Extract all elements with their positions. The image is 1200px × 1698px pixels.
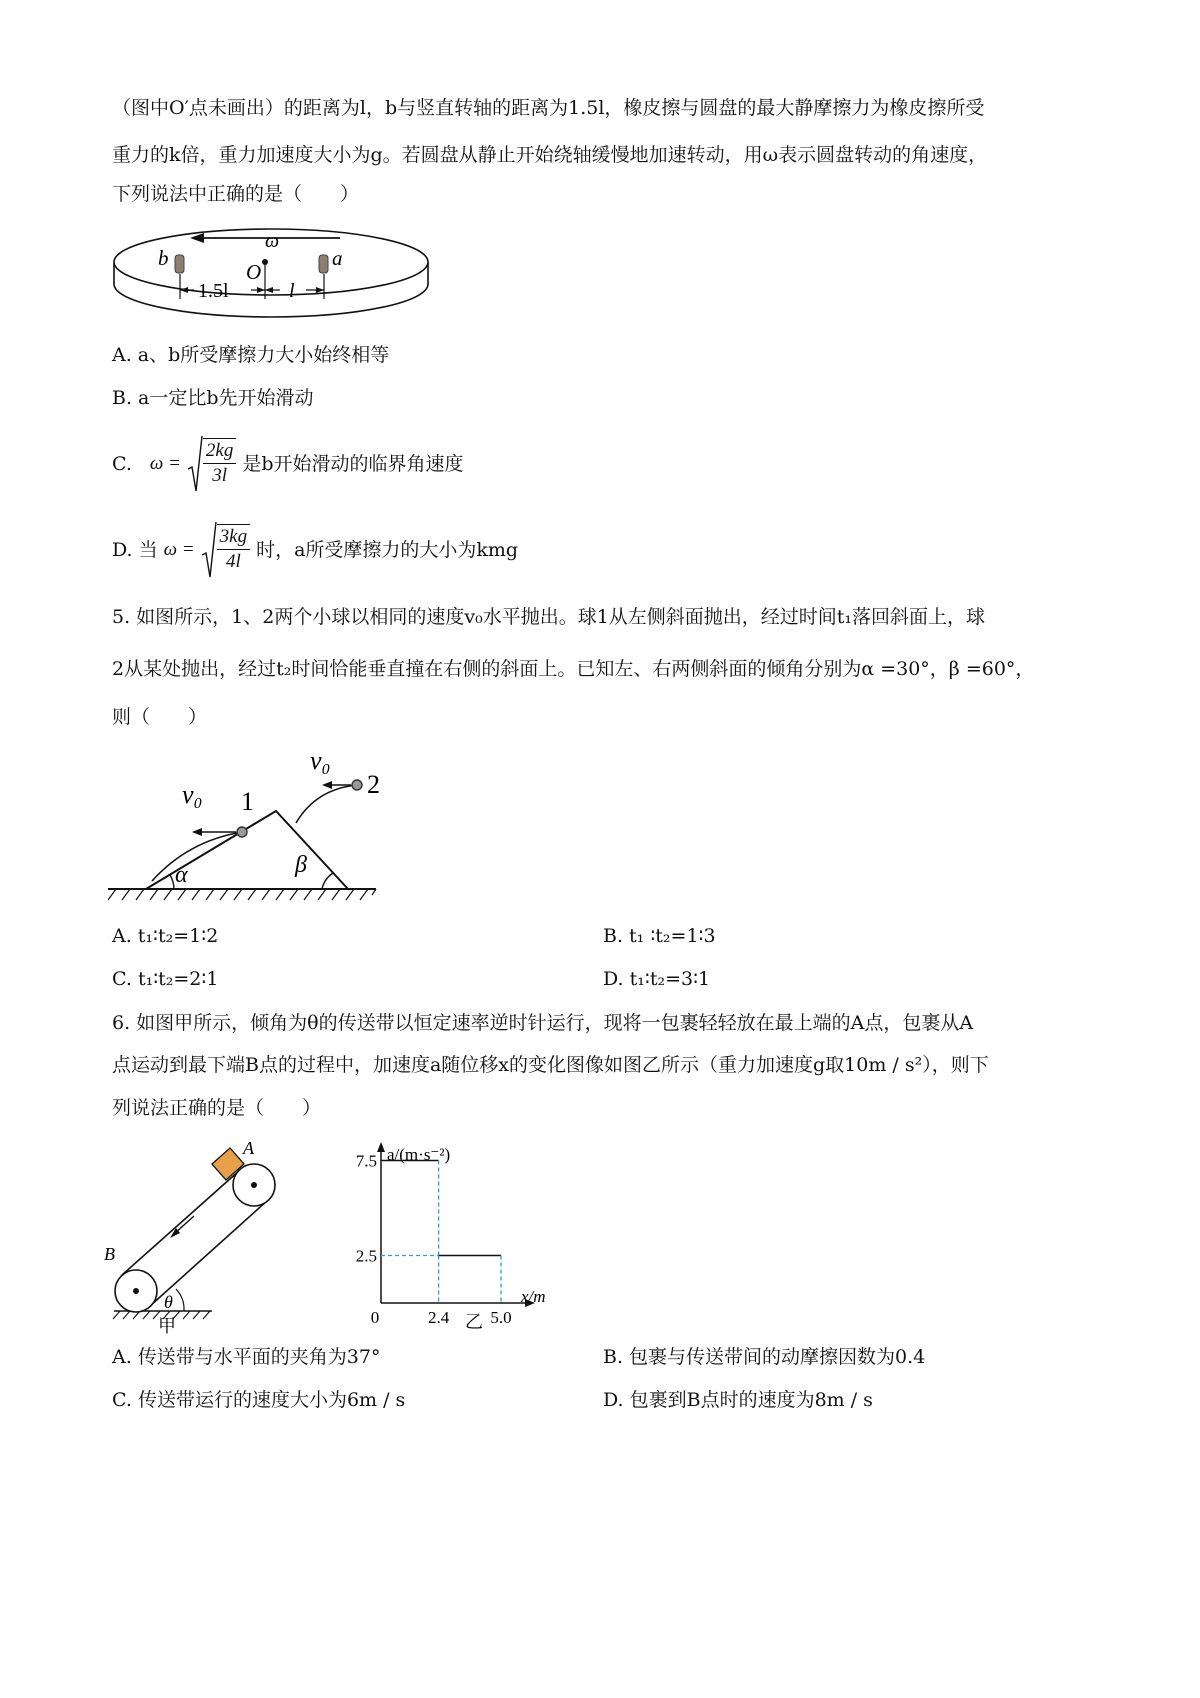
q4-option-d-lhs: ω = <box>163 539 195 560</box>
beta-label: β <box>295 852 307 878</box>
theta-arc <box>176 1289 184 1311</box>
q6-option-b: B. 包裹与传送带间的动摩擦因数为0.4 <box>603 1346 926 1368</box>
distance-label-a: l <box>289 280 295 302</box>
q5-text-line-3: 则（ ） <box>112 706 208 728</box>
ball-2 <box>352 780 362 790</box>
q4-option-d-prefix: D. 当 <box>112 539 158 561</box>
label-O: O <box>246 260 262 284</box>
distance-label-b: 1.5l <box>198 280 229 302</box>
theta-label: θ <box>164 1292 173 1312</box>
alpha-label: α <box>175 862 188 888</box>
inclined-planes-figure <box>108 755 408 903</box>
q5-option-c: C. t₁∶t₂=2∶1 <box>112 968 219 990</box>
y-tick-label: 2.5 <box>355 1246 377 1266</box>
q4-option-c-lhs: ω = <box>149 453 181 474</box>
q5-option-a: A. t₁∶t₂=1∶2 <box>112 925 219 947</box>
acceleration-series <box>381 1161 501 1304</box>
x-tick-label: 5.0 <box>490 1308 512 1327</box>
x-axis-label: x/m <box>521 1287 546 1306</box>
x-tick-label: 0 <box>370 1308 380 1327</box>
q4-text-line-1: （图中O′点未画出）的距离为l，b与竖直转轴的距离为1.5l，橡皮擦与圆盘的最大静摩擦力为橡皮擦所受 <box>112 97 985 119</box>
q5-text-line-1: 5. 如图所示，1、2两个小球以相同的速度v₀水平抛出。球1从左侧斜面抛出，经过时间t₁落回斜面上，球 <box>112 606 986 628</box>
q4-option-d-text: 时，a所受摩擦力的大小为kmg <box>256 539 519 561</box>
figure-caption-yi: 乙 <box>465 1312 483 1333</box>
q6-option-c: C. 传送带运行的速度大小为6m / s <box>112 1389 406 1411</box>
q6-text-line-2: 点运动到最下端B点的过程中，加速度a随位移x的变化图像如图乙所示（重力加速度g取10m / s²），则下 <box>112 1054 989 1076</box>
q4-option-c-denominator: 3l <box>212 465 228 486</box>
q4-option-d-denominator: 4l <box>225 551 241 572</box>
ball-1 <box>237 827 247 837</box>
q4-option-c-prefix: C. <box>112 453 132 475</box>
beta-arc <box>322 873 333 889</box>
q6-option-a: A. 传送带与水平面的夹角为37° <box>112 1346 381 1368</box>
v0-label-1: v₀ <box>182 780 203 809</box>
q4-option-c-numerator: 2kg <box>203 439 236 464</box>
label-a: a <box>332 246 343 270</box>
q5-option-d: D. t₁∶t₂=3∶1 <box>603 968 711 990</box>
rotating-disc-figure <box>108 224 434 324</box>
ball-1-label: 1 <box>241 787 254 816</box>
q4-option-d <box>112 521 518 579</box>
q6-text-line-3: 列说法正确的是（ ） <box>112 1097 322 1119</box>
q6-text-line-1: 6. 如图甲所示，倾角为θ的传送带以恒定速率逆时针运行，现将一包裹轻轻放在最上端的A点，包裹从A <box>112 1012 974 1034</box>
y-axis-label: a/(m·s⁻²) <box>387 1145 451 1164</box>
q4-option-b: B. a一定比b先开始滑动 <box>112 387 314 409</box>
y-tick-label: 7.5 <box>355 1151 377 1171</box>
q4-option-a: A. a、b所受摩擦力大小始终相等 <box>112 344 390 366</box>
q4-option-c <box>112 435 464 493</box>
figure-caption-jia: 甲 <box>158 1316 176 1336</box>
point-A-label: A <box>243 1138 254 1158</box>
eraser-a <box>319 255 328 273</box>
alpha-arc <box>170 875 174 889</box>
label-b: b <box>158 246 169 270</box>
conveyor-belt-figure <box>100 1136 300 1336</box>
q4-option-c-sqrt <box>187 435 236 493</box>
q4-text-line-2: 重力的k倍，重力加速度大小为g。若圆盘从静止开始绕轴缓慢地加速转动，用ω表示圆盘转动的角速度， <box>112 144 988 166</box>
trajectory-ball-2 <box>296 785 357 823</box>
point-B-label: B <box>104 1244 115 1264</box>
q5-text-line-2: 2从某处抛出，经过t₂时间恰能垂直撞在右侧的斜面上。已知左、右两侧斜面的倾角分别为α =30°，β =60°， <box>112 658 1035 680</box>
omega-label: ω <box>265 230 280 252</box>
chart-ticks <box>356 1152 512 1328</box>
q5-option-b: B. t₁ ∶t₂=1∶3 <box>603 925 716 947</box>
x-tick-label: 2.4 <box>427 1308 450 1327</box>
v0-label-2: v₀ <box>310 755 331 775</box>
q4-option-d-numerator: 3kg <box>217 525 250 550</box>
acceleration-displacement-chart <box>345 1138 585 1336</box>
q4-option-d-sqrt <box>201 521 250 579</box>
eraser-b <box>175 255 184 273</box>
q6-option-d: D. 包裹到B点时的速度为8m / s <box>603 1389 873 1411</box>
q4-option-c-text: 是b开始滑动的临界角速度 <box>242 453 464 475</box>
ball-2-label: 2 <box>367 770 380 799</box>
q4-text-line-3: 下列说法中正确的是（ ） <box>112 183 360 205</box>
